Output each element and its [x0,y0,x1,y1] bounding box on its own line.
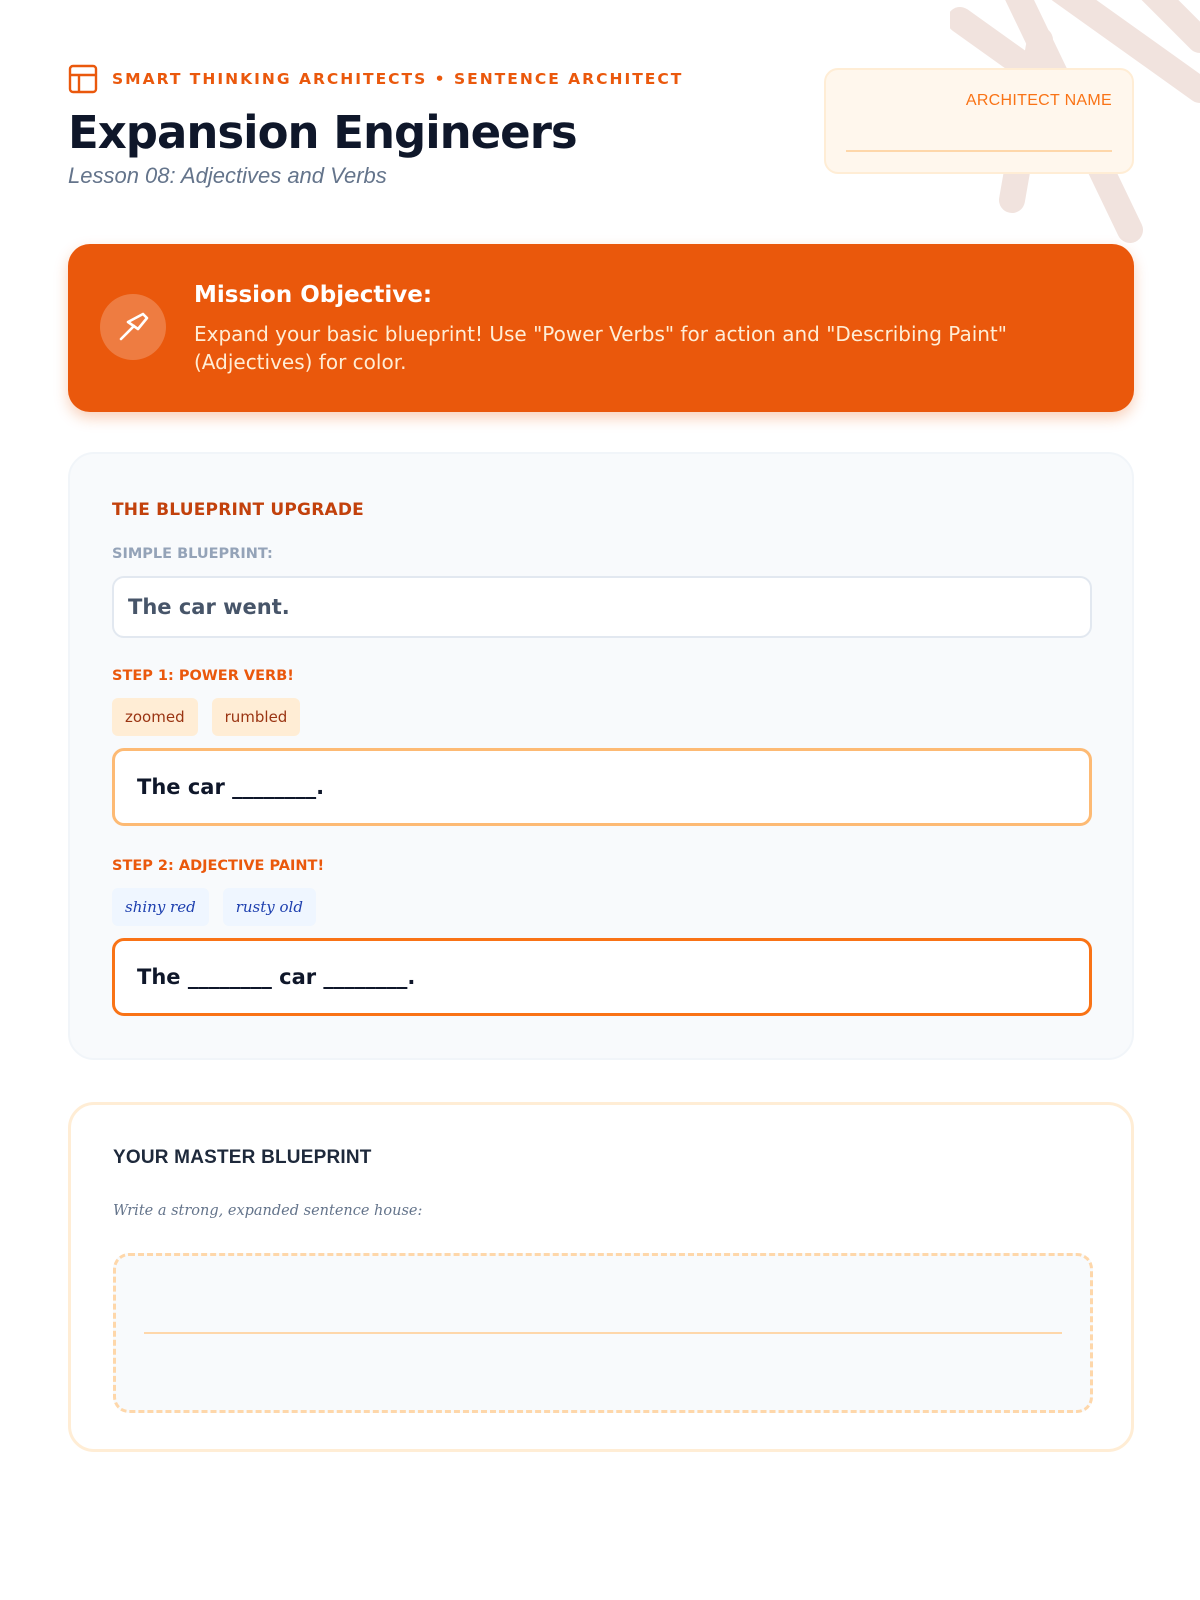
brand-row [68,64,683,94]
section-heading: THE BLUEPRINT UPGRADE [112,500,364,520]
master-blueprint-hint: Write a strong, expanded sentence house: [113,1203,423,1219]
blueprint-upgrade-section [68,452,1134,1060]
architect-name-label: ARCHITECT NAME [965,92,1112,109]
chip-zoomed[interactable]: zoomed [112,698,198,736]
step1-label: STEP 1: POWER VERB! [112,668,294,684]
writing-line [144,1332,1062,1334]
brand-text: SMART THINKING ARCHITECTS • SENTENCE ARCHITECT [112,70,684,88]
adjective-chips [112,888,316,926]
step2-label: STEP 2: ADJECTIVE PAINT! [112,858,325,874]
architect-name-line[interactable] [846,150,1112,152]
mission-text: Expand your basic blueprint! Use "Power Verbs" for action and "Describing Paint" (Adjectives) for color. [194,322,1007,374]
power-verb-chips [112,698,300,736]
chip-shiny-red[interactable]: shiny red [112,888,209,926]
lesson-subtitle: Lesson 08: Adjectives and Verbs [68,163,387,188]
step1-sentence-box[interactable]: The car ________. [112,748,1092,826]
master-blueprint-section [68,1102,1134,1452]
mission-banner [68,244,1134,412]
simple-blueprint-sentence: The car went. [112,576,1092,638]
hammer-icon [100,294,166,360]
layout-icon [68,64,98,94]
mission-title: Mission Objective: [194,282,433,308]
chip-rusty-old[interactable]: rusty old [223,888,316,926]
step2-sentence-box[interactable]: The ________ car ________. [112,938,1092,1016]
chip-rumbled[interactable]: rumbled [212,698,301,736]
page-title: Expansion Engineers [68,106,577,159]
master-blueprint-title: YOUR MASTER BLUEPRINT [113,1147,372,1168]
architect-name-box[interactable] [824,68,1134,174]
master-sentence-writing-area[interactable] [113,1253,1093,1413]
simple-blueprint-label: SIMPLE BLUEPRINT: [112,546,273,562]
header [68,64,683,189]
